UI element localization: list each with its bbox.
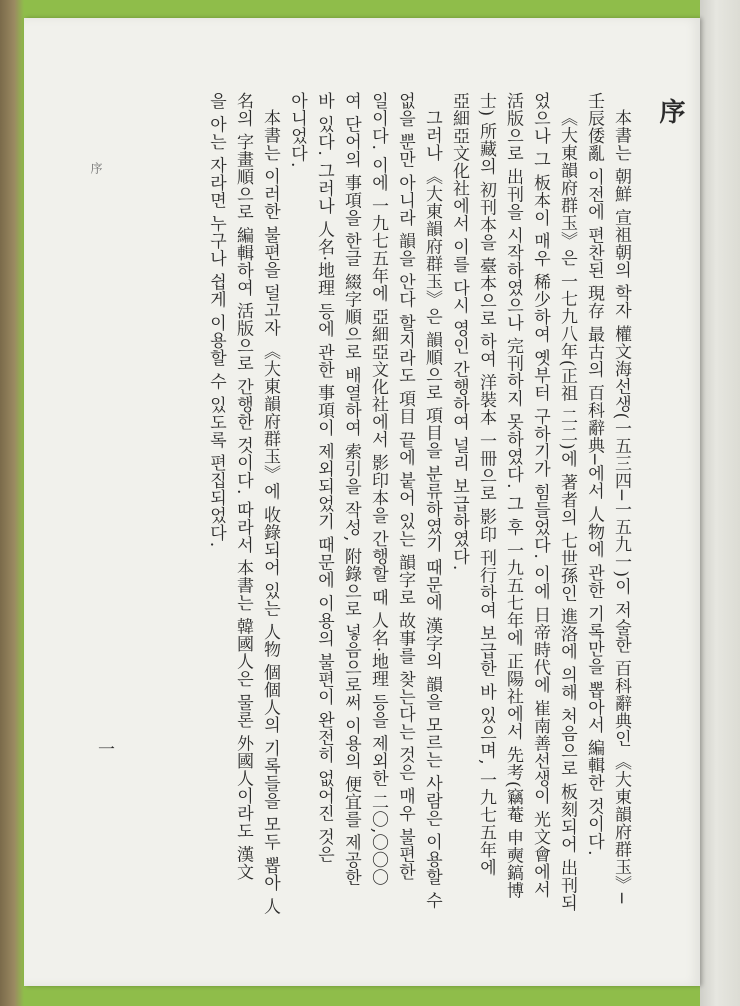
text-column-12: 바 있다. 그러나 人名·地理 등에 관한 事項이 제외되었기 때문에 이용의 불편이 완전히 없어진 것은 [314,92,334,864]
text-column-7: 亞細亞文化社에서 이를 다시 영인 간행하여 널리 보급하였다. [449,92,469,571]
text-column-5: 活版으로 出刊을 시작하였으나 完刊하지 못하였다. 그 후 一九五七年에 正陽社에서 先考(竊菴 申奭鎬博 [503,92,523,900]
text-column-9: 없을 뿐만 아니라 韻을 안다 할지라도 項目 끝에 붙어 있는 韻字로 故事를 찾는다는 것은 매우 불편한 [395,92,415,881]
text-column-15: 名의 字畫順으로 編輯하여 活版으로 간행한 것이다. 따라서 本書는 韓國人은 물론 外國人이라도 漢文 [233,92,253,881]
page-title: 序 [655,98,685,126]
next-page-edge [700,0,740,1006]
text-column-8: 그러나 《大東韻府群玉》은 韻順으로 項目을 분류하였기 때문에 漢字의 韻을 모르는 사람은 이용할 수 [422,109,442,909]
text-column-2: 壬辰倭亂 이전에 편찬된 現存 最古의 百科辭典─에서 人物에 관한 기록만을 뽑아서 編輯한 것이다. [584,92,604,857]
text-column-14: 本書는 이러한 불편을 덜고자 《大東韻府群玉》에 收錄되어 있는 人物 個個人의 기록들을 모두 뽑아 人 [260,109,280,915]
book-binding-edge [0,0,24,1006]
text-column-4: 었으나 그 板本이 매우 稀少하여 옛부터 구하기가 힘들었다. 이에 日帝時代에 崔南善선생이 光文會에서 [530,92,550,898]
page-number: 一 [94,740,114,757]
book-page [24,18,700,986]
text-column-13: 아니었다. [287,92,307,168]
text-column-3: 《大東韻府群玉》은 一七九八年(正祖 二二)에 著者의 七世孫인 進洛에 의해 처음으로 板刻되어 出刊되 [557,109,577,912]
text-column-10: 일이다. 이에 一九七五年에 亞細亞文化社에서 影印本을 간행할 때 人名·地理 등을 제외한 二〇,〇〇〇 [368,92,388,887]
text-column-16: 을 아는 자라면 누구나 쉽게 이용할 수 있도록 편집되었다. [206,92,226,548]
text-column-1: 本書는 朝鮮 宣祖朝의 학자 權文海선생(一五三四─一五九一)이 저술한 百科辭典인 《大東韻府群玉》─ [611,109,631,904]
text-column-6: 士) 所藏의 初刊本을 臺本으로 하여 洋裝本 一冊으로 影印 刊行하여 보급한 바 있으며, 一九七五年에 [476,92,496,876]
text-column-11: 여 단어의 事項을 한글 綴字順으로 배열하여 索引을 작성, 附錄으로 넣음으로써 이용의 便宜를 제공한 [341,92,361,887]
running-header: 序 [89,162,103,174]
preface-text [112,92,687,922]
